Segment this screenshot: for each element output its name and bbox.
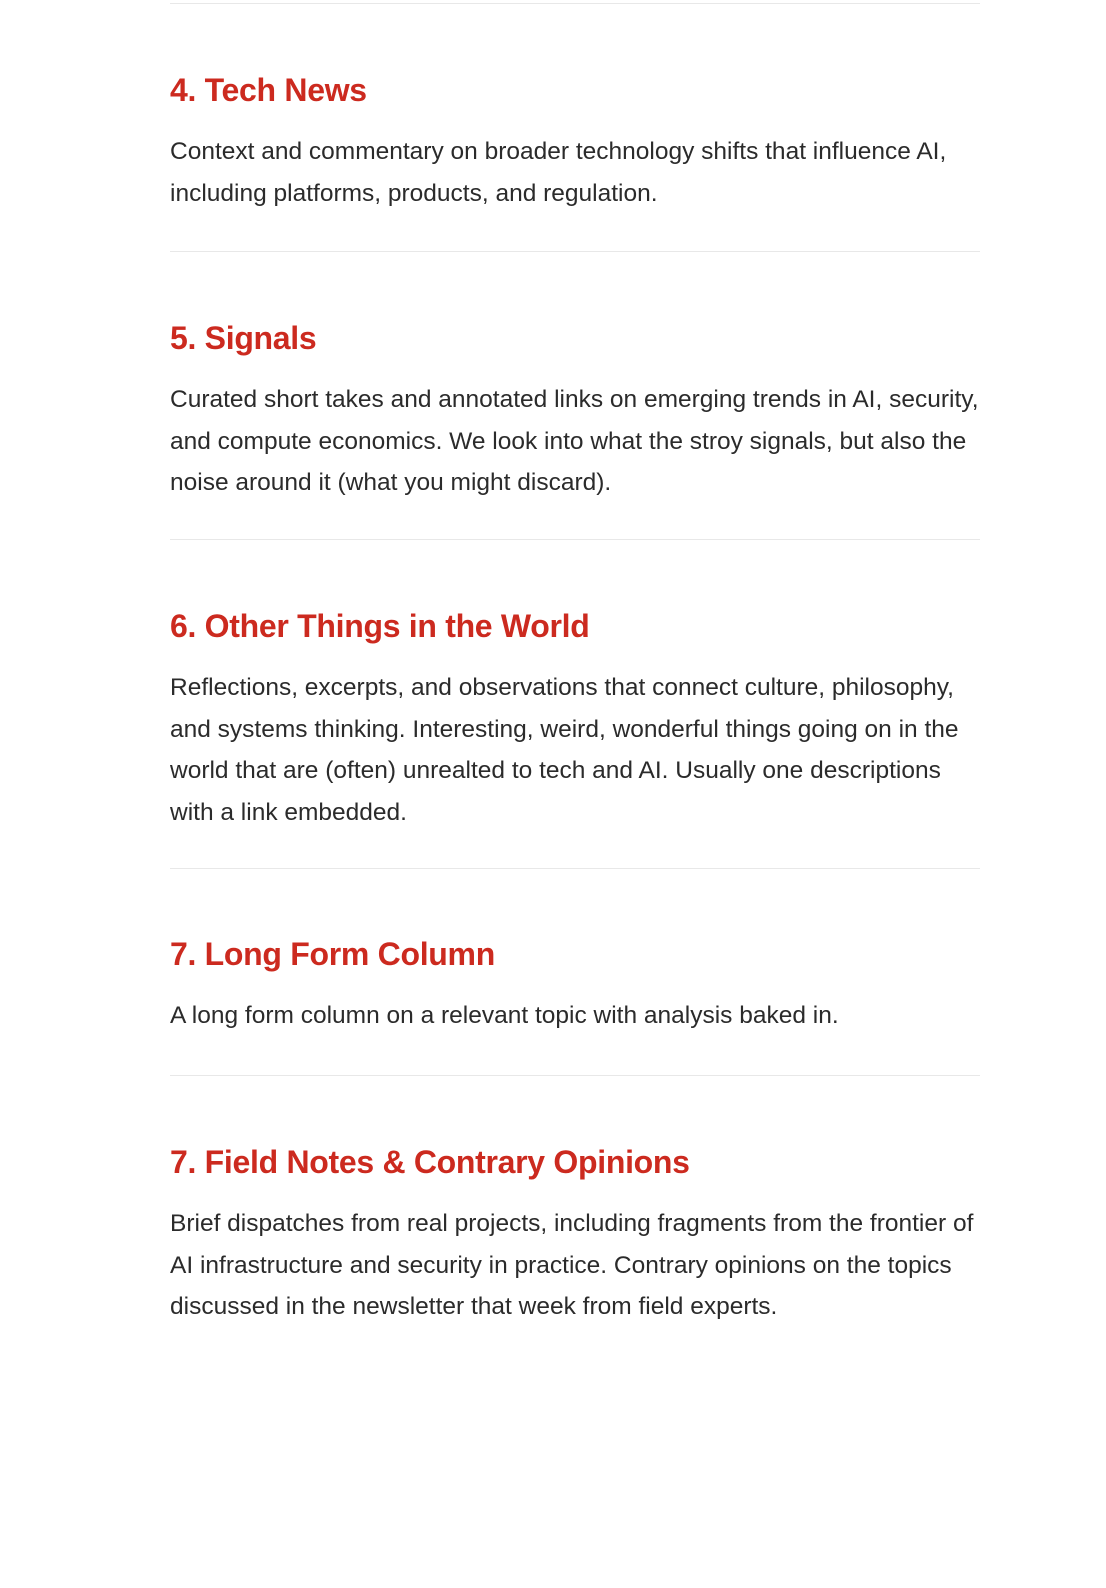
section-divider <box>170 1075 980 1076</box>
section-tech-news <box>170 70 980 214</box>
section-heading: 5. Signals <box>170 320 317 356</box>
section-long-form-column <box>170 934 980 1037</box>
section-heading: 6. Other Things in the World <box>170 608 590 644</box>
section-field-notes <box>170 1142 980 1328</box>
section-divider <box>170 868 980 869</box>
section-body: Reflections, excerpts, and observations that connect culture, philosophy, and systems thinking. Interesting, weird, wonderful things going on in the world that are (often) unrealted to tech and AI. Usually one descriptions with a link embedded. <box>170 674 959 826</box>
section-signals <box>170 318 980 504</box>
section-heading: 4. Tech News <box>170 72 367 108</box>
section-body: A long form column on a relevant topic with analysis baked in. <box>170 1002 839 1029</box>
section-other-things <box>170 606 980 833</box>
section-body: Curated short takes and annotated links on emerging trends in AI, security, and compute economics. We look into what the stroy signals, but also the noise around it (what you might discard). <box>170 386 979 496</box>
section-heading: 7. Long Form Column <box>170 936 495 972</box>
section-body: Brief dispatches from real projects, including fragments from the frontier of AI infrastructure and security in practice. Contrary opinions on the topics discussed in the newsletter that week from field experts. <box>170 1210 974 1320</box>
section-divider <box>170 251 980 252</box>
section-divider <box>170 539 980 540</box>
section-heading: 7. Field Notes & Contrary Opinions <box>170 1144 690 1180</box>
top-divider <box>170 3 980 4</box>
section-body: Context and commentary on broader technology shifts that influence AI, including platforms, products, and regulation. <box>170 138 947 207</box>
